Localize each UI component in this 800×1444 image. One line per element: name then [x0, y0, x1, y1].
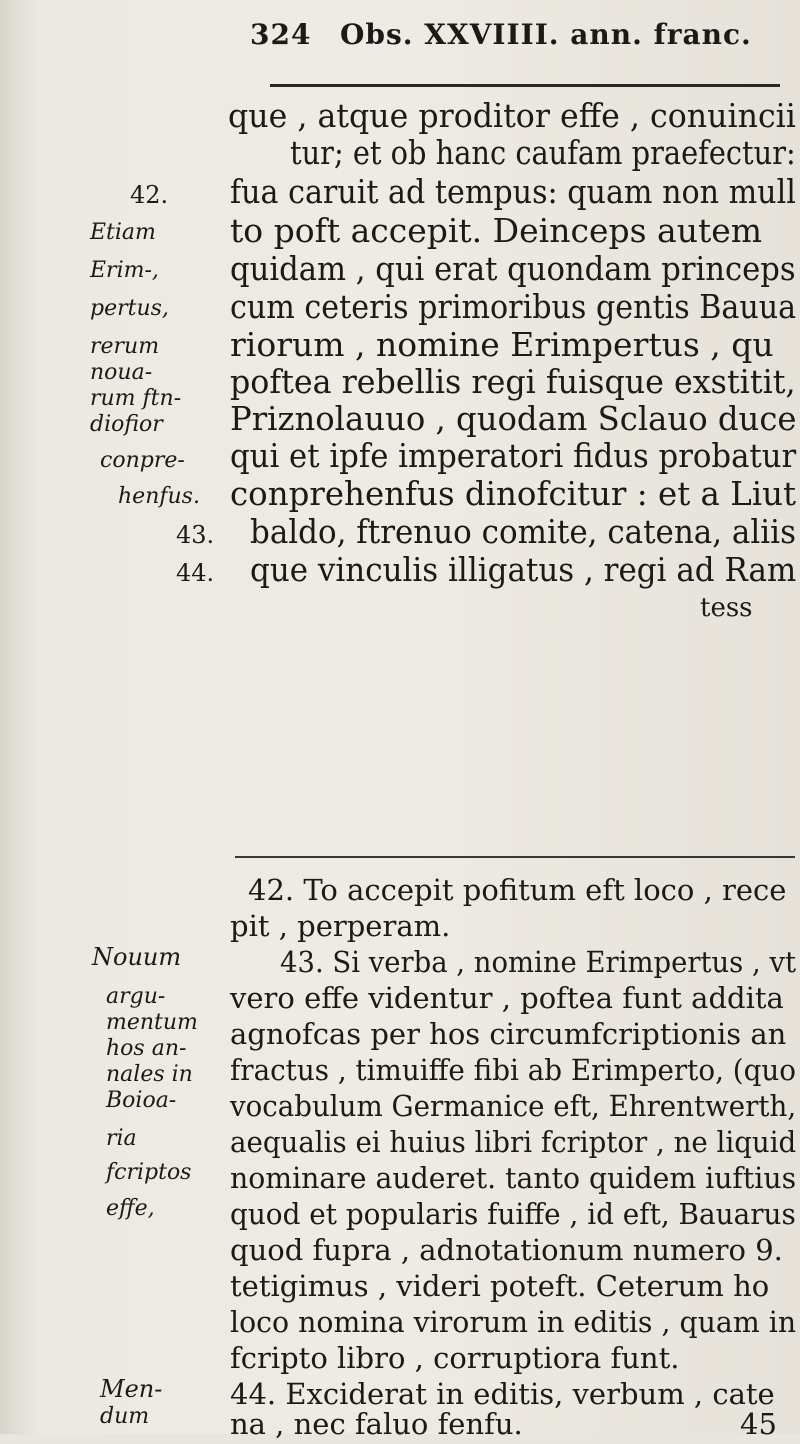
- footnote-line: quod et popularis fuiffe , id eft, Bauarus: [230, 1197, 796, 1231]
- margin-note: fcriptos: [106, 1160, 192, 1185]
- footnote-line: 44. Exciderat in editis, verbum , cate: [230, 1377, 775, 1411]
- main-line: conprehenfus dinofcitur : et a Liut: [230, 474, 797, 513]
- footnote-line: pit , perperam.: [230, 909, 451, 943]
- main-line: baldo, ftrenuo comite, catena, aliis: [250, 512, 796, 551]
- margin-note: effe,: [106, 1196, 155, 1221]
- main-line: poftea rebellis regi fuisque exstitit,: [230, 362, 796, 401]
- margin-note: hos an-: [106, 1036, 187, 1061]
- footnote-line: 43. Si verba , nomine Erimpertus , vt: [280, 945, 797, 979]
- margin-note: conpre-: [100, 448, 185, 473]
- main-line: tur; et ob hanc caufam praefectur:: [290, 133, 796, 172]
- main-line: fua caruit ad tempus: quam non mull: [230, 172, 796, 211]
- section-number: 42.: [130, 181, 169, 209]
- footnote-line: na , nec faluo fenfu.: [230, 1407, 523, 1441]
- margin-note: rum ftn-: [90, 386, 182, 411]
- main-line: quidam , qui erat quondam princeps: [230, 249, 796, 288]
- main-line: que vinculis illigatus , regi ad Ram: [250, 550, 797, 589]
- margin-note: Nouum: [92, 943, 182, 971]
- footnote-line: vocabulum Germanice eft, Ehrentwerth,: [230, 1089, 797, 1123]
- margin-note: ria: [106, 1126, 137, 1151]
- catchword: tess: [700, 593, 753, 623]
- margin-note: nales in: [106, 1062, 193, 1087]
- footnote-rule: [235, 856, 795, 858]
- margin-note: pertus,: [90, 296, 169, 321]
- running-header: [250, 18, 790, 51]
- margin-note: Boioa-: [106, 1088, 177, 1113]
- margin-note: Men-: [100, 1375, 163, 1403]
- footnote-line: fractus , timuiffe fibi ab Erimperto, (quo: [230, 1053, 796, 1087]
- main-line: cum ceteris primoribus gentis Bauua: [230, 287, 797, 326]
- footnote-line: tetigimus , videri poteft. Ceterum ho: [230, 1269, 770, 1303]
- footnote-line: vero effe videntur , poftea funt addita: [230, 981, 784, 1015]
- margin-note: Etiam: [90, 220, 156, 245]
- page-number: 324: [250, 18, 312, 51]
- margin-note: argu-: [106, 984, 166, 1009]
- margin-note: diofior: [90, 412, 163, 437]
- margin-note: Erim-,: [90, 258, 159, 283]
- margin-note: noua-: [90, 360, 153, 385]
- footnote-line: nominare auderet. tanto quidem iuftius: [230, 1161, 797, 1195]
- main-line: Priznolauuo , quodam Sclauo duce: [230, 399, 797, 438]
- margin-note: rerum: [90, 334, 160, 359]
- footnote-line: 42. To accepit pofitum eft loco , rece: [248, 873, 787, 907]
- margin-note: mentum: [106, 1010, 198, 1035]
- section-number: 43.: [176, 521, 215, 549]
- footnote-line: loco nomina virorum in editis , quam in: [230, 1305, 797, 1339]
- main-line: to poft accepit. Deinceps autem: [230, 211, 763, 250]
- main-line: que , atque proditor effe , conuincii: [228, 96, 796, 135]
- footnote-line: fcripto libro , corruptiora funt.: [230, 1341, 680, 1375]
- header-rule: [270, 84, 780, 87]
- main-line: qui et ipfe imperatori fidus probatur: [230, 436, 797, 475]
- footnote-line: agnofcas per hos circumfcriptionis an: [230, 1017, 787, 1051]
- margin-note: henfus.: [118, 484, 200, 509]
- footnote-line: quod fupra , adnotationum numero 9.: [230, 1233, 783, 1267]
- section-number: 44.: [176, 559, 215, 587]
- catchword: 45: [740, 1407, 777, 1441]
- footnote-line: aequalis ei huius libri fcriptor , ne liquid: [230, 1125, 797, 1159]
- margin-note: dum: [100, 1404, 150, 1429]
- main-line: riorum , nomine Erimpertus , qu: [230, 325, 774, 364]
- running-title: Obs. XXVIIII. ann. franc.: [340, 18, 752, 51]
